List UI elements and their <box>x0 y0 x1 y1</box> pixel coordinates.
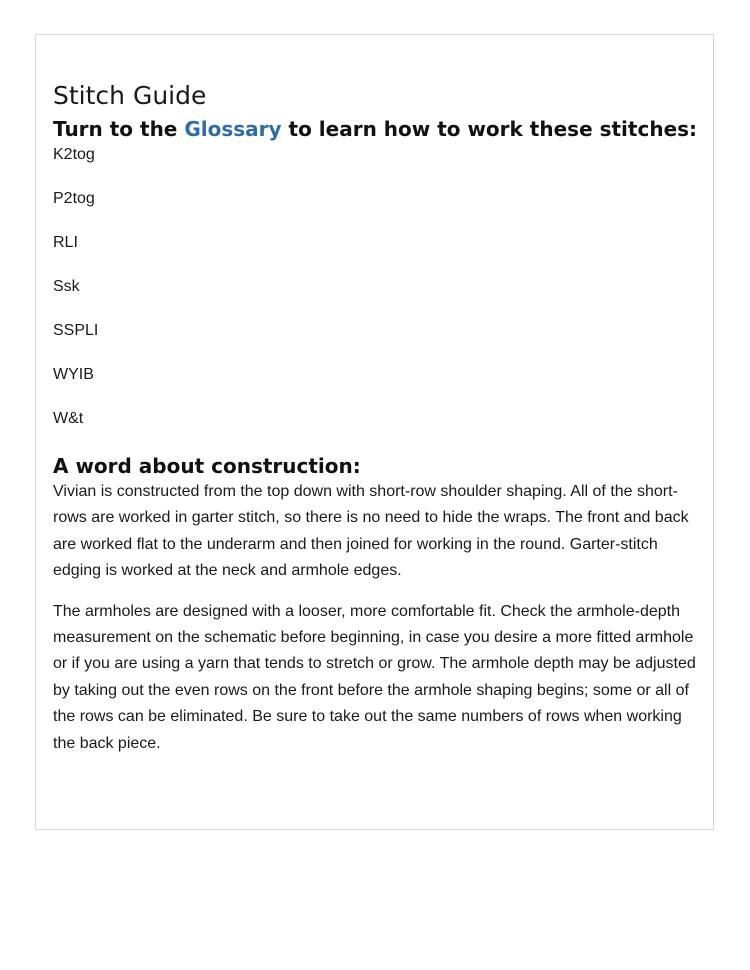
stitch-item-p2tog: P2tog <box>53 190 95 207</box>
stitch-item-w-and-t: W&t <box>53 410 84 427</box>
page-title: Stitch Guide <box>53 81 207 110</box>
construction-heading: A word about construction: <box>53 454 361 478</box>
glossary-instruction <box>53 115 703 144</box>
stitch-item-rli: RLI <box>53 234 78 251</box>
stitch-item-sspli: SSPLI <box>53 322 99 339</box>
construction-paragraph-1: Vivian is constructed from the top down with short-row shoulder shaping. All of the short-rows are worked in garter stitch, so there is no need to hide the wraps. The front and back are worked flat to the underarm and then joined for working in the round. Garter-stitch edging is worked at the neck and armhole edges. <box>53 483 689 580</box>
stitch-item-k2tog: K2tog <box>53 146 95 163</box>
instruction-text-after: to learn how to work these stitches: <box>281 117 698 141</box>
stitch-item-ssk: Ssk <box>53 278 80 295</box>
glossary-link[interactable]: Glossary <box>184 117 282 141</box>
construction-paragraph-2: The armholes are designed with a looser, more comfortable fit. Check the armhole-depth measurement on the schematic before beginning, in case you desire a more fitted armhole or if you are using a yarn that tends to stretch or grow. The armhole depth may be adjusted by taking out the even rows on the front before the armhole shaping begins; some or all of the rows can be eliminated. Be sure to take out the same numbers of rows when working the back piece. <box>53 602 696 752</box>
stitch-item-wyib: WYIB <box>53 366 94 383</box>
instruction-text-before: Turn to the <box>53 117 185 141</box>
stitch-list <box>53 144 703 430</box>
stitch-guide-section <box>53 80 703 757</box>
